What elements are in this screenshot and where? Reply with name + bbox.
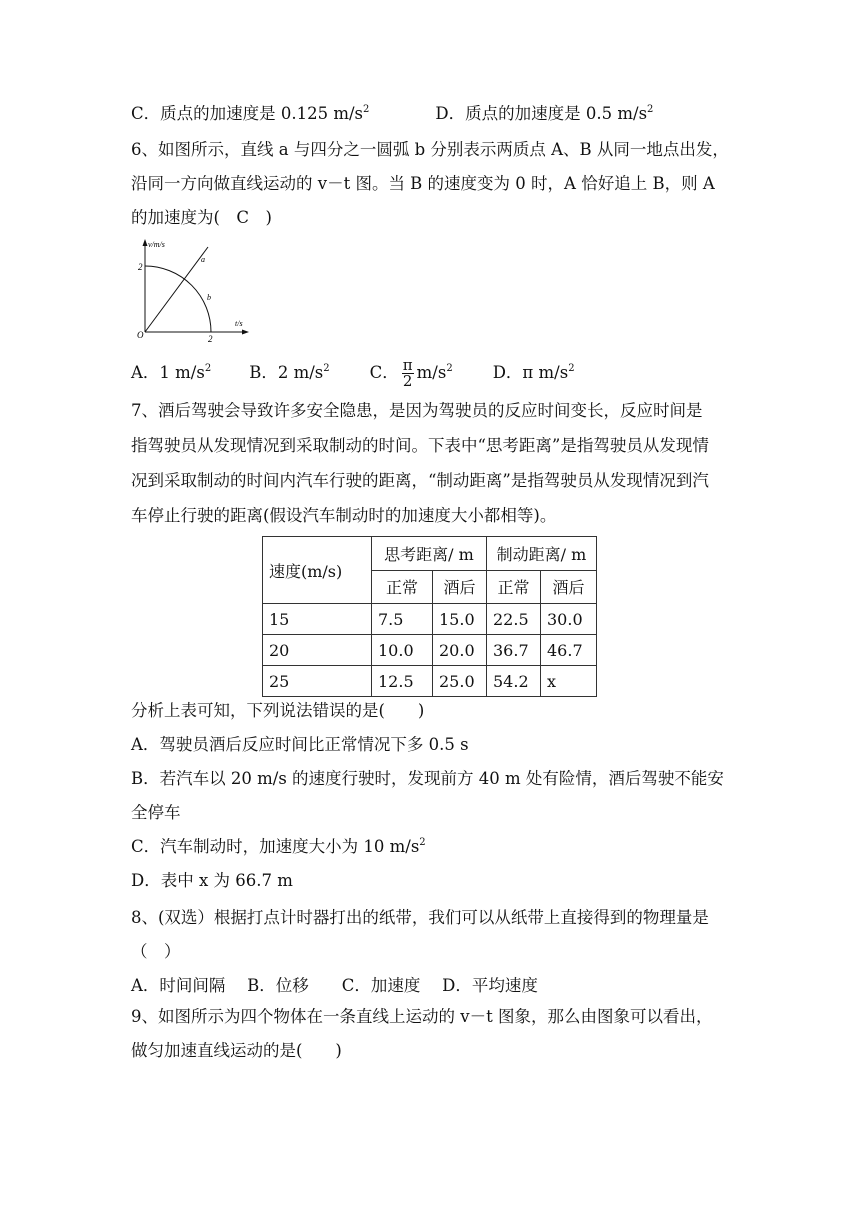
superscript: 2 xyxy=(323,363,330,374)
table-cell: 46.7 xyxy=(541,635,597,666)
table-header-speed: 速度(m/s) xyxy=(263,537,372,604)
table-cell: 36.7 xyxy=(487,635,541,666)
arc-b xyxy=(145,266,211,332)
table-cell: 54.2 xyxy=(487,666,541,697)
table-cell: 15 xyxy=(263,604,372,635)
option-c: C．质点的加速度是 0.125 m/s xyxy=(131,104,364,123)
table-cell: 22.5 xyxy=(487,604,541,635)
question-6-line-1: 6、如图所示，直线 a 与四分之一圆弧 b 分别表示两质点 A、B 从同一地点出发， xyxy=(131,140,729,159)
table-cell: 15.0 xyxy=(433,604,487,635)
question-7-line-4: 车停止行驶的距离(假设汽车制动时的加速度大小都相等)。 xyxy=(131,506,557,525)
arc-b-label: b xyxy=(207,293,211,302)
option-b: B．2 m/s xyxy=(249,363,324,382)
line-a xyxy=(145,247,208,332)
superscript: 2 xyxy=(647,104,654,115)
table-row xyxy=(263,666,597,697)
option-line-cd xyxy=(131,102,653,126)
fraction xyxy=(402,358,414,389)
question-7-line-1: 7、酒后驾驶会导致许多安全隐患，是因为驾驶员的反应时间变长，反应时间是 xyxy=(131,401,703,420)
question-8-line-1: 8、(双选）根据打点计时器打出的纸带，我们可以从纸带上直接得到的物理量是 xyxy=(131,908,709,927)
table-cell: 10.0 xyxy=(372,635,433,666)
question-8-options: A．时间间隔 B．位移 C．加速度 D．平均速度 xyxy=(131,976,538,995)
question-6-line-3: 的加速度为( C ) xyxy=(131,208,272,227)
table-subheader-normal: 正常 xyxy=(372,570,433,604)
y-axis-arrow xyxy=(143,239,148,246)
question-7-line-3: 况到采取制动的时间内汽车行驶的距离，“制动距离”是指驾驶员从发现情况到汽 xyxy=(131,471,709,490)
table-cell: 30.0 xyxy=(541,604,597,635)
table-subheader-drunk: 酒后 xyxy=(541,570,597,604)
question-7-option-b-line-2: 全停车 xyxy=(131,803,181,822)
table-subheader-normal: 正常 xyxy=(487,570,541,604)
option-c-text: C．汽车制动时，加速度大小为 10 m/s xyxy=(131,837,420,856)
question-6-options xyxy=(131,358,575,389)
superscript: 2 xyxy=(446,363,453,374)
question-9-line-2: 做匀加速直线运动的是( ) xyxy=(131,1041,342,1060)
superscript: 2 xyxy=(363,104,370,115)
vt-graph-figure xyxy=(126,236,256,344)
x-axis-arrow xyxy=(242,330,249,335)
question-7-option-b-line-1: B．若汽车以 20 m/s 的速度行驶时，发现前方 40 m 处有险情，酒后驾驶不能安 xyxy=(131,769,724,788)
question-7-option-a: A．驾驶员酒后反应时间比正常情况下多 0.5 s xyxy=(131,735,469,754)
table-row xyxy=(263,604,597,635)
table-cell: 12.5 xyxy=(372,666,433,697)
option-c: C． xyxy=(369,363,399,382)
data-table xyxy=(262,536,597,697)
x-axis-label: t/s xyxy=(235,319,243,328)
table-header-row xyxy=(263,537,597,571)
question-7-option-d: D．表中 x 为 66.7 m xyxy=(131,871,293,890)
question-8-line-2: （ ） xyxy=(131,942,181,961)
question-6-line-2: 沿同一方向做直线运动的 v－t 图。当 B 的速度变为 0 时，A 恰好追上 B，则 A xyxy=(131,174,715,193)
table-cell: x xyxy=(541,666,597,697)
option-a: A．1 m/s xyxy=(131,363,205,382)
table-row xyxy=(263,635,597,666)
fraction-denominator: 2 xyxy=(402,372,413,390)
table-cell: 7.5 xyxy=(372,604,433,635)
y-tick-label: 2 xyxy=(138,262,143,272)
table-header-think: 思考距离/ m xyxy=(372,537,487,571)
superscript: 2 xyxy=(419,837,426,848)
table-subheader-drunk: 酒后 xyxy=(433,570,487,604)
question-7-option-c xyxy=(131,835,426,859)
question-7-line-2: 指驾驶员从发现情况到采取制动的时间。下表中“思考距离”是指驾驶员从发现情 xyxy=(131,436,709,455)
question-7-prompt: 分析上表可知，下列说法错误的是( ) xyxy=(131,701,425,720)
x-tick-label: 2 xyxy=(208,334,213,344)
option-d: D．质点的加速度是 0.5 m/s xyxy=(435,104,648,123)
line-a-label: a xyxy=(201,255,205,264)
option-d: D．π m/s xyxy=(492,363,569,382)
table-cell: 25 xyxy=(263,666,372,697)
y-axis-label: v/m/s xyxy=(148,240,165,249)
question-9-line-1: 9、如图所示为四个物体在一条直线上运动的 v－t 图象，那么由图象可以看出， xyxy=(131,1007,713,1026)
superscript: 2 xyxy=(204,363,212,374)
origin-label: O xyxy=(137,330,144,340)
table-cell: 20 xyxy=(263,635,372,666)
table-cell: 25.0 xyxy=(433,666,487,697)
superscript: 2 xyxy=(568,363,575,374)
option-c-unit: m/s xyxy=(416,363,447,382)
table-cell: 20.0 xyxy=(433,635,487,666)
fraction-numerator: π xyxy=(402,356,413,374)
table-header-brake: 制动距离/ m xyxy=(487,537,597,571)
